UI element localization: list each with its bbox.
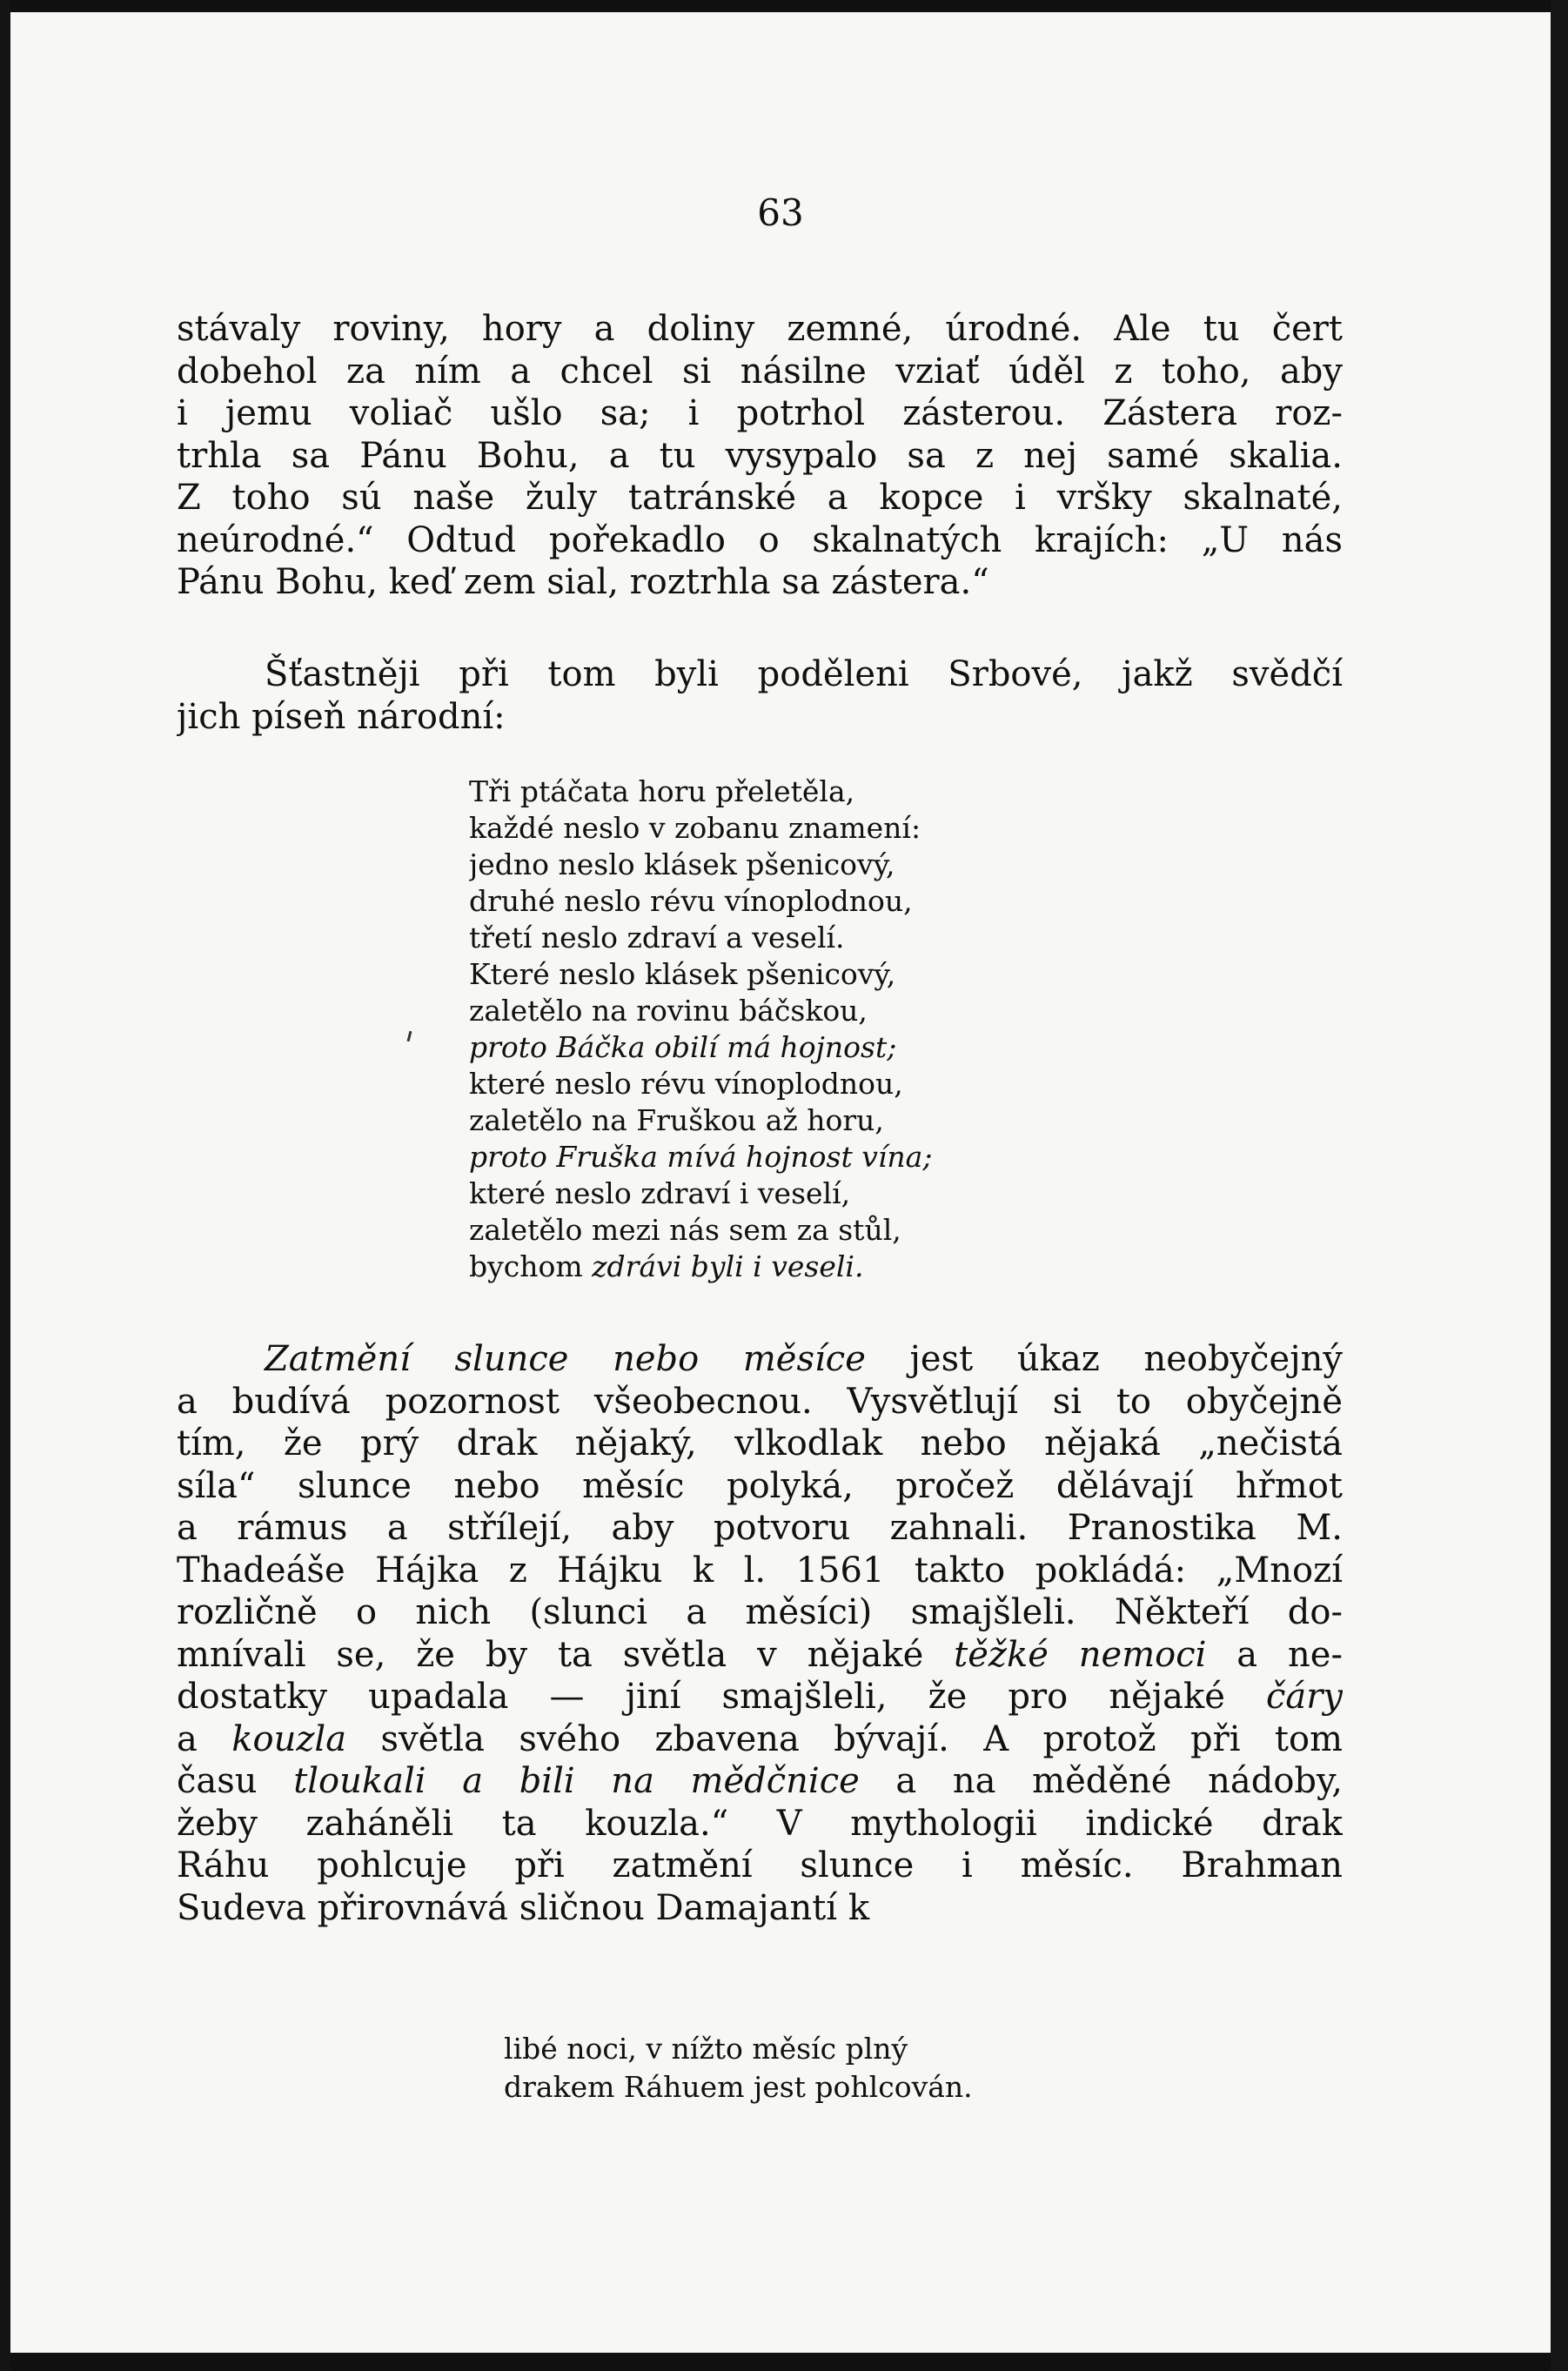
italic-phrase: těžké nemoci xyxy=(954,1634,1207,1675)
poem-line: každé neslo v zobanu znamení: xyxy=(469,811,921,845)
paragraph-3-line: Thadeáše Hájka z Hájku k l. 1561 takto pokládá: „Mnozí xyxy=(177,1550,1343,1591)
paragraph-3-line xyxy=(177,1676,1343,1718)
poem-line-prefix: bychom xyxy=(469,1249,593,1283)
poem-line: které neslo zdraví i veselí, xyxy=(469,1176,851,1210)
italic-phrase: proto Báčka obilí má hojnost; xyxy=(469,1030,897,1064)
italic-phrase: zdrávi byli i veseli. xyxy=(592,1249,864,1283)
italic-phrase: tloukali a bili na mědčnice xyxy=(293,1761,860,1801)
paragraph-3-line: síla“ slunce nebo měsíc polyká, pročež dělávají hřmot xyxy=(177,1465,1343,1506)
paragraph-3-line xyxy=(177,1760,1343,1803)
margin-mark xyxy=(407,1031,412,1041)
italic-phrase: Zatmění slunce nebo měsíce xyxy=(265,1339,866,1379)
book-page xyxy=(10,12,1551,2353)
paragraph-1-line: stávaly roviny, hory a doliny zemné, úrodné. Ale tu čert xyxy=(177,309,1343,349)
poem-line: zaletělo na Fruškou až horu, xyxy=(469,1103,884,1137)
paragraph-3-line: tím, že prý drak nějaký, vlkodlak nebo nějaká „nečistá xyxy=(177,1423,1343,1463)
poem-line: druhé neslo révu vínoplodnou, xyxy=(469,884,913,918)
poem-line: jedno neslo klásek pšenicový, xyxy=(469,847,895,881)
indented-quote xyxy=(504,2030,1113,2106)
paragraph-1-line: Pánu Bohu, keď zem sial, roztrhla sa zástera.“ xyxy=(177,562,989,602)
italic-phrase: čáry xyxy=(1266,1677,1343,1717)
paragraph-3-text: a ne- xyxy=(1206,1634,1343,1675)
quote-line: libé noci, v nížto měsíc plný xyxy=(504,2032,908,2066)
poem-line: Které neslo klásek pšenicový, xyxy=(469,957,896,991)
paragraph-2-line: Šťastněji při tom byli poděleni Srbové, jakž svědčí xyxy=(265,654,1343,694)
paragraph-3-text: mnívali se, že by ta světla v nějaké xyxy=(177,1634,955,1675)
paragraph-3-text: dostatky upadala — jiní smajšleli, že pro nějaké xyxy=(177,1677,1267,1717)
book-spine-shadow xyxy=(0,0,10,2371)
paragraph-3-text: jest úkaz neobyčejný xyxy=(865,1339,1343,1379)
paragraph-1-line: i jemu voliač ušlo sa; i potrhol zásterou. Zástera roz- xyxy=(177,393,1343,433)
paragraph-3-line: a rámus a střílejí, aby potvoru zahnali. Pranostika M. xyxy=(177,1508,1343,1548)
italic-phrase: proto Fruška mívá hojnost vína; xyxy=(469,1140,933,1174)
paragraph-3-line: rozličně o nich (slunci a měsíci) smajšleli. Někteří do- xyxy=(177,1592,1343,1632)
paragraph-2-line: jich píseň národní: xyxy=(177,696,506,737)
paragraph-1-line: neúrodné.“ Odtud pořekadlo o skalnatých krajích: „U nás xyxy=(177,519,1343,560)
poem-line: třetí neslo zdraví a veselí. xyxy=(469,921,845,954)
scan-edge-shadow xyxy=(1551,0,1568,2371)
paragraph-1-line: dobehol za ním a chcel si násilne vziať úděl z toho, aby xyxy=(177,351,1343,392)
paragraph-3-text: světla svého zbavena bývají. A protož při tom xyxy=(346,1718,1343,1759)
paragraph-3-line: a budívá pozornost všeobecnou. Vysvětlují si to obyčejně xyxy=(177,1381,1343,1422)
paragraph-3 xyxy=(177,1338,1343,1929)
poem-line xyxy=(469,1029,1078,1066)
poem-line: zaletělo na rovinu báčskou, xyxy=(469,994,868,1028)
poem-line: které neslo révu vínoplodnou, xyxy=(469,1067,903,1101)
paragraph-1-line: Z toho sú naše žuly tatránské a kopce i vršky skalnaté, xyxy=(177,478,1343,518)
quote-line: drakem Ráhuem jest pohlcován. xyxy=(504,2070,973,2104)
poem-line xyxy=(469,1139,1078,1175)
poem-line: Tři ptáčata horu přeletěla, xyxy=(469,774,855,808)
page-number: 63 xyxy=(757,191,804,234)
paragraph-3-line: žeby zaháněli ta kouzla.“ V mythologii indické drak xyxy=(177,1803,1343,1844)
poem-line xyxy=(469,1249,1078,1285)
poem-line: zaletělo mezi nás sem za stůl, xyxy=(469,1213,901,1247)
paragraph-3-text: a na měděné nádoby, xyxy=(859,1761,1343,1801)
paragraph-3-line: Sudeva přirovnává sličnou Damajantí k xyxy=(177,1887,870,1928)
paragraph-1-line: trhla sa Pánu Bohu, a tu vysypalo sa z nej samé skalia. xyxy=(177,435,1343,476)
paragraph-3-text: a xyxy=(177,1718,232,1759)
paragraph-3-line: Ráhu pohlcuje při zatmění slunce i měsíc. Brahman xyxy=(177,1845,1343,1885)
paragraph-3-line xyxy=(177,1634,1343,1677)
paragraph-3-text: času xyxy=(177,1761,294,1801)
italic-phrase: kouzla xyxy=(231,1718,347,1759)
poem xyxy=(469,774,1078,1285)
paragraph-1 xyxy=(177,308,1343,604)
paragraph-3-line xyxy=(177,1718,1343,1761)
paragraph-2 xyxy=(177,653,1343,738)
paragraph-3-line xyxy=(177,1338,1343,1381)
